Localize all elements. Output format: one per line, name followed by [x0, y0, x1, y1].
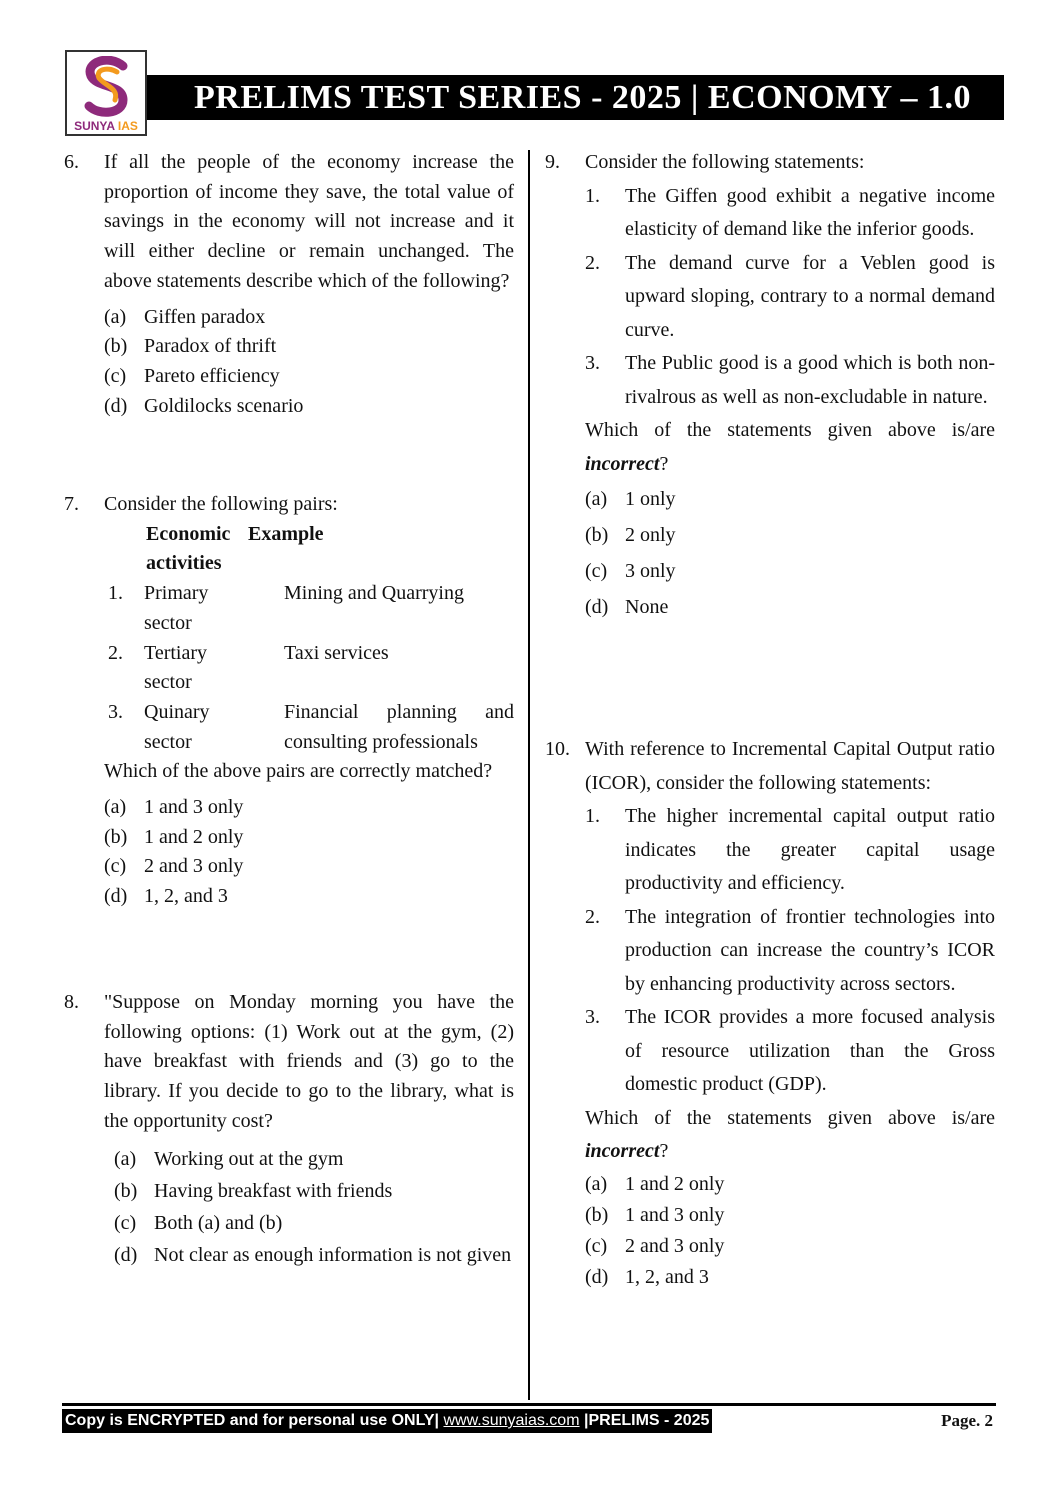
column-header: Example: [248, 522, 324, 545]
option-letter: (d): [114, 1243, 138, 1266]
pair-example: Taxi services: [284, 641, 389, 664]
footer-rule: [62, 1403, 996, 1406]
question-number: 8.: [64, 991, 79, 1013]
statement: [585, 180, 995, 247]
option-text: Having breakfast with friends: [154, 1179, 393, 1202]
option-letter: (b): [585, 1203, 609, 1226]
answer-option[interactable]: [114, 1143, 514, 1175]
answer-option[interactable]: [104, 793, 514, 823]
option-text: 1 and 2 only: [625, 1172, 725, 1195]
answer-option[interactable]: [114, 1239, 514, 1271]
statement: [585, 1001, 995, 1102]
emphasis-incorrect: incorrect: [585, 452, 660, 475]
option-text: 1 and 2 only: [144, 825, 244, 848]
option-text: 2 and 3 only: [625, 1234, 725, 1257]
statement: [585, 247, 995, 348]
statement-text: The demand curve for a Veblen good is upward sloping, contrary to a normal demand curve.: [625, 251, 995, 341]
statement-text: The Giffen good exhibit a negative income elasticity of demand like the inferior goods.: [625, 184, 995, 240]
option-text: 3 only: [625, 560, 676, 582]
question-prompt: Which of the above pairs are correctly matched?: [104, 760, 493, 783]
logo-s-icon: [79, 56, 135, 118]
statement-text: The ICOR provides a more focused analysis of resource utilization than the Gross domestic product (GDP).: [625, 1006, 995, 1095]
page-number: Page. 2: [941, 1411, 993, 1430]
website-link[interactable]: www.sunyaias.com: [443, 1412, 580, 1429]
question-text: With reference to Incremental Capital Output ratio (ICOR), consider the following statements:: [585, 738, 995, 794]
answer-option[interactable]: [104, 882, 514, 912]
pair-row: [108, 639, 514, 698]
answer-option[interactable]: [104, 362, 514, 392]
answer-option[interactable]: [585, 481, 995, 517]
statement-number: 2.: [585, 905, 600, 928]
option-text: 1 only: [625, 488, 676, 510]
option-letter: (c): [104, 364, 127, 387]
answer-option[interactable]: [585, 1200, 995, 1231]
option-letter: (a): [104, 305, 127, 328]
answer-option[interactable]: [104, 303, 514, 333]
pair-number: 2.: [108, 641, 123, 664]
option-letter: (b): [104, 335, 128, 358]
option-text: 1, 2, and 3: [625, 1265, 709, 1288]
option-letter: (d): [104, 885, 128, 908]
question-number: 7.: [64, 493, 79, 515]
question-number: 10.: [545, 738, 570, 760]
answer-option[interactable]: [585, 517, 995, 553]
option-letter: (d): [104, 394, 128, 417]
option-letter: (a): [114, 1147, 137, 1170]
footer-notice: Copy is ENCRYPTED and for personal use ONLY| www.sunyaias.com |PRELIMS - 2025: [62, 1409, 712, 1433]
column-divider: [528, 150, 530, 1400]
option-letter: (b): [104, 825, 128, 848]
statement-number: 3.: [585, 352, 600, 374]
option-text: 1 and 3 only: [625, 1203, 725, 1226]
answer-option[interactable]: [104, 852, 514, 882]
question-number: 9.: [545, 151, 560, 173]
option-letter: (c): [114, 1211, 137, 1234]
answer-option[interactable]: [585, 1169, 995, 1200]
question-10: [545, 733, 995, 1293]
question-7: [64, 490, 514, 912]
option-letter: (b): [585, 524, 609, 546]
answer-option[interactable]: [104, 392, 514, 422]
answer-option[interactable]: [104, 332, 514, 362]
option-letter: (a): [585, 1172, 608, 1195]
pair-number: 3.: [108, 700, 123, 723]
pairs-table: [106, 520, 514, 579]
question-9: [545, 146, 995, 625]
pair-number: 1.: [108, 582, 123, 605]
logo-text-ias: IAS: [117, 119, 138, 133]
statement: [585, 347, 995, 414]
answer-option[interactable]: [104, 823, 514, 853]
answer-option[interactable]: [585, 589, 995, 625]
pair-example: Financial planning and consulting professionals: [284, 700, 514, 753]
question-text: If all the people of the economy increase the proportion of income they save, the total value of savings in the economy will not increase and it will either decline or remain unchanged. The above statements describe which of the following?: [104, 151, 514, 292]
option-text: 1, 2, and 3: [144, 885, 228, 908]
option-text: 1 and 3 only: [144, 796, 244, 819]
option-letter: (c): [585, 560, 608, 582]
statement-number: 3.: [585, 1006, 600, 1028]
option-text: Paradox of thrift: [144, 335, 277, 358]
option-text: Both (a) and (b): [154, 1211, 283, 1234]
option-text: Goldilocks scenario: [144, 394, 304, 417]
option-text: 2 only: [625, 524, 676, 546]
pair-row: [108, 579, 514, 638]
answer-option[interactable]: [114, 1175, 514, 1207]
column-header: Economic activities: [146, 522, 231, 575]
question-prompt: Which of the statements given above is/are incorrect?: [585, 1106, 995, 1162]
question-prompt: Which of the statements given above is/are incorrect?: [585, 419, 995, 475]
statement: [585, 901, 995, 1002]
option-text: Giffen paradox: [144, 305, 266, 328]
statement-number: 1.: [585, 805, 600, 827]
statement-text: The Public good is a good which is both non-rivalrous as well as non-excludable in nature.: [625, 352, 995, 408]
option-text: Working out at the gym: [154, 1147, 344, 1170]
question-text: "Suppose on Monday morning you have the following options: (1) Work out at the gym, (2) have breakfast with friends and (3) go to the library. If you decide to go to the library, what is the opportunity cost?: [104, 991, 514, 1132]
statement-number: 1.: [585, 184, 600, 207]
sunya-ias-logo: [65, 50, 147, 136]
answer-option[interactable]: [114, 1207, 514, 1239]
option-letter: (a): [104, 796, 127, 819]
option-letter: (a): [585, 488, 608, 510]
pair-row: [108, 698, 514, 757]
option-text: Pareto efficiency: [144, 364, 280, 387]
statement: [585, 800, 995, 901]
option-text: None: [625, 596, 669, 618]
pair-activity: Tertiary sector: [144, 641, 208, 694]
option-letter: (d): [585, 596, 609, 618]
question-text: Consider the following pairs:: [104, 493, 338, 515]
statement-text: The higher incremental capital output ratio indicates the greater capital usage productivity and efficiency.: [625, 805, 995, 894]
pair-activity: Quinary sector: [144, 700, 210, 753]
statement-number: 2.: [585, 251, 600, 274]
option-text: 2 and 3 only: [144, 855, 244, 878]
emphasis-incorrect: incorrect: [585, 1140, 660, 1162]
logo-text-sunya: SUNYA: [74, 119, 115, 133]
question-number: 6.: [64, 151, 79, 173]
statement-text: The integration of frontier technologies into production can increase the country’s ICOR by enhancing productivity across sectors.: [625, 905, 995, 995]
option-letter: (c): [104, 855, 127, 878]
answer-option[interactable]: [585, 1262, 995, 1293]
question-text: Consider the following statements:: [585, 151, 865, 173]
option-letter: (c): [585, 1234, 608, 1257]
option-text: Not clear as enough information is not given: [154, 1243, 512, 1266]
question-6: [64, 148, 514, 421]
answer-option[interactable]: [585, 1231, 995, 1262]
pair-activity: Primary sector: [144, 582, 209, 634]
option-letter: (b): [114, 1179, 138, 1202]
option-letter: (d): [585, 1265, 609, 1288]
page-title: PRELIMS TEST SERIES - 2025 | ECONOMY – 1.0: [147, 75, 1004, 120]
pair-example: Mining and Quarrying: [284, 582, 464, 605]
question-8: [64, 988, 514, 1271]
answer-option[interactable]: [585, 553, 995, 589]
